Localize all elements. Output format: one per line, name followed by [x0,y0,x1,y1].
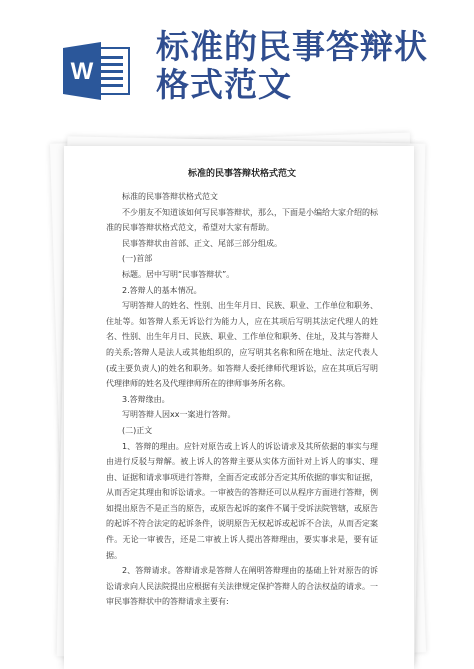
section-heading: (一)首部 [122,254,153,264]
paragraph: 民事答辩状由首部、正文、尾部三部分组成。 [122,238,282,248]
paragraph: 标题。居中写明“民事答辩状”。 [122,269,235,279]
paragraph: 2.答辩人的基本情况。 [122,285,202,295]
paragraph: 标准的民事答辩状格式范文 [122,192,218,201]
document-title: 标准的民事答辩状格式范文 [187,169,296,179]
paragraph: 3.答辩缘由。 [122,394,170,404]
header-banner [0,0,474,110]
document-body [106,166,378,610]
document-page [64,146,414,669]
svg-text:W: W [70,58,94,85]
paragraph: 写明答辩人因xx一案进行答辩。 [122,410,236,420]
section-heading: (二)正文 [122,425,153,435]
page-title-line-2: 格式范文 [156,65,292,104]
paragraph: 写明答辩人的姓名、性别、出生年月日、民族、职业、工作单位和职务、住址等。如答辩人系无诉讼行为能力人，应在其项后写明其法定代理人的姓名、性别、出生年月日、民族、职业、工作单位和职务、住址，及其与答辩人的关系;答辩人是法人或其他组织的，应写明其名称和所在地址、法定代表人(或主要负责人)的姓名和职务。如答辩人委托律师代理诉讼，应在其项后写明代理律师的姓名及代理律师所在的律师事务所名称。 [106,301,378,389]
paragraph: 不少朋友不知道该如何写民事答辩状，那么，下面是小编给大家介绍的标准的民事答辩状格式范文，希望对大家有帮助。 [106,207,378,233]
paragraph: 2、答辩请求。答辩请求是答辩人在阐明答辩理由的基础上针对原告的诉讼请求向人民法院提出应根据有关法律规定保护答辩人的合法权益的请求。一审民事答辩状中的答辩请求主要有: [106,566,378,607]
page-title-line-1: 标准的民事答辩状 [156,27,428,66]
paragraph: 1、答辩的理由。应针对原告或上诉人的诉讼请求及其所依据的事实与理由进行反驳与辩解。被上诉人的答辩主要从实体方面针对上诉人的事实、理由、证据和请求事项进行答辩，全面否定或部分否定其所依据的事实和证据，从而否定其理由和诉讼请求。一审被告的答辩还可以从程序方面进行答辩，例如提出原告不是正当的原告，或原告起诉的案件不属于受诉法院管辖，或原告的起诉不符合法定的起诉条件，说明原告无权起诉或起诉不合法，从而否定案件。无论一审被告，还是二审被上诉人提出答辩理由，要实事求是，要有证据。 [106,441,378,560]
word-icon [63,42,131,100]
